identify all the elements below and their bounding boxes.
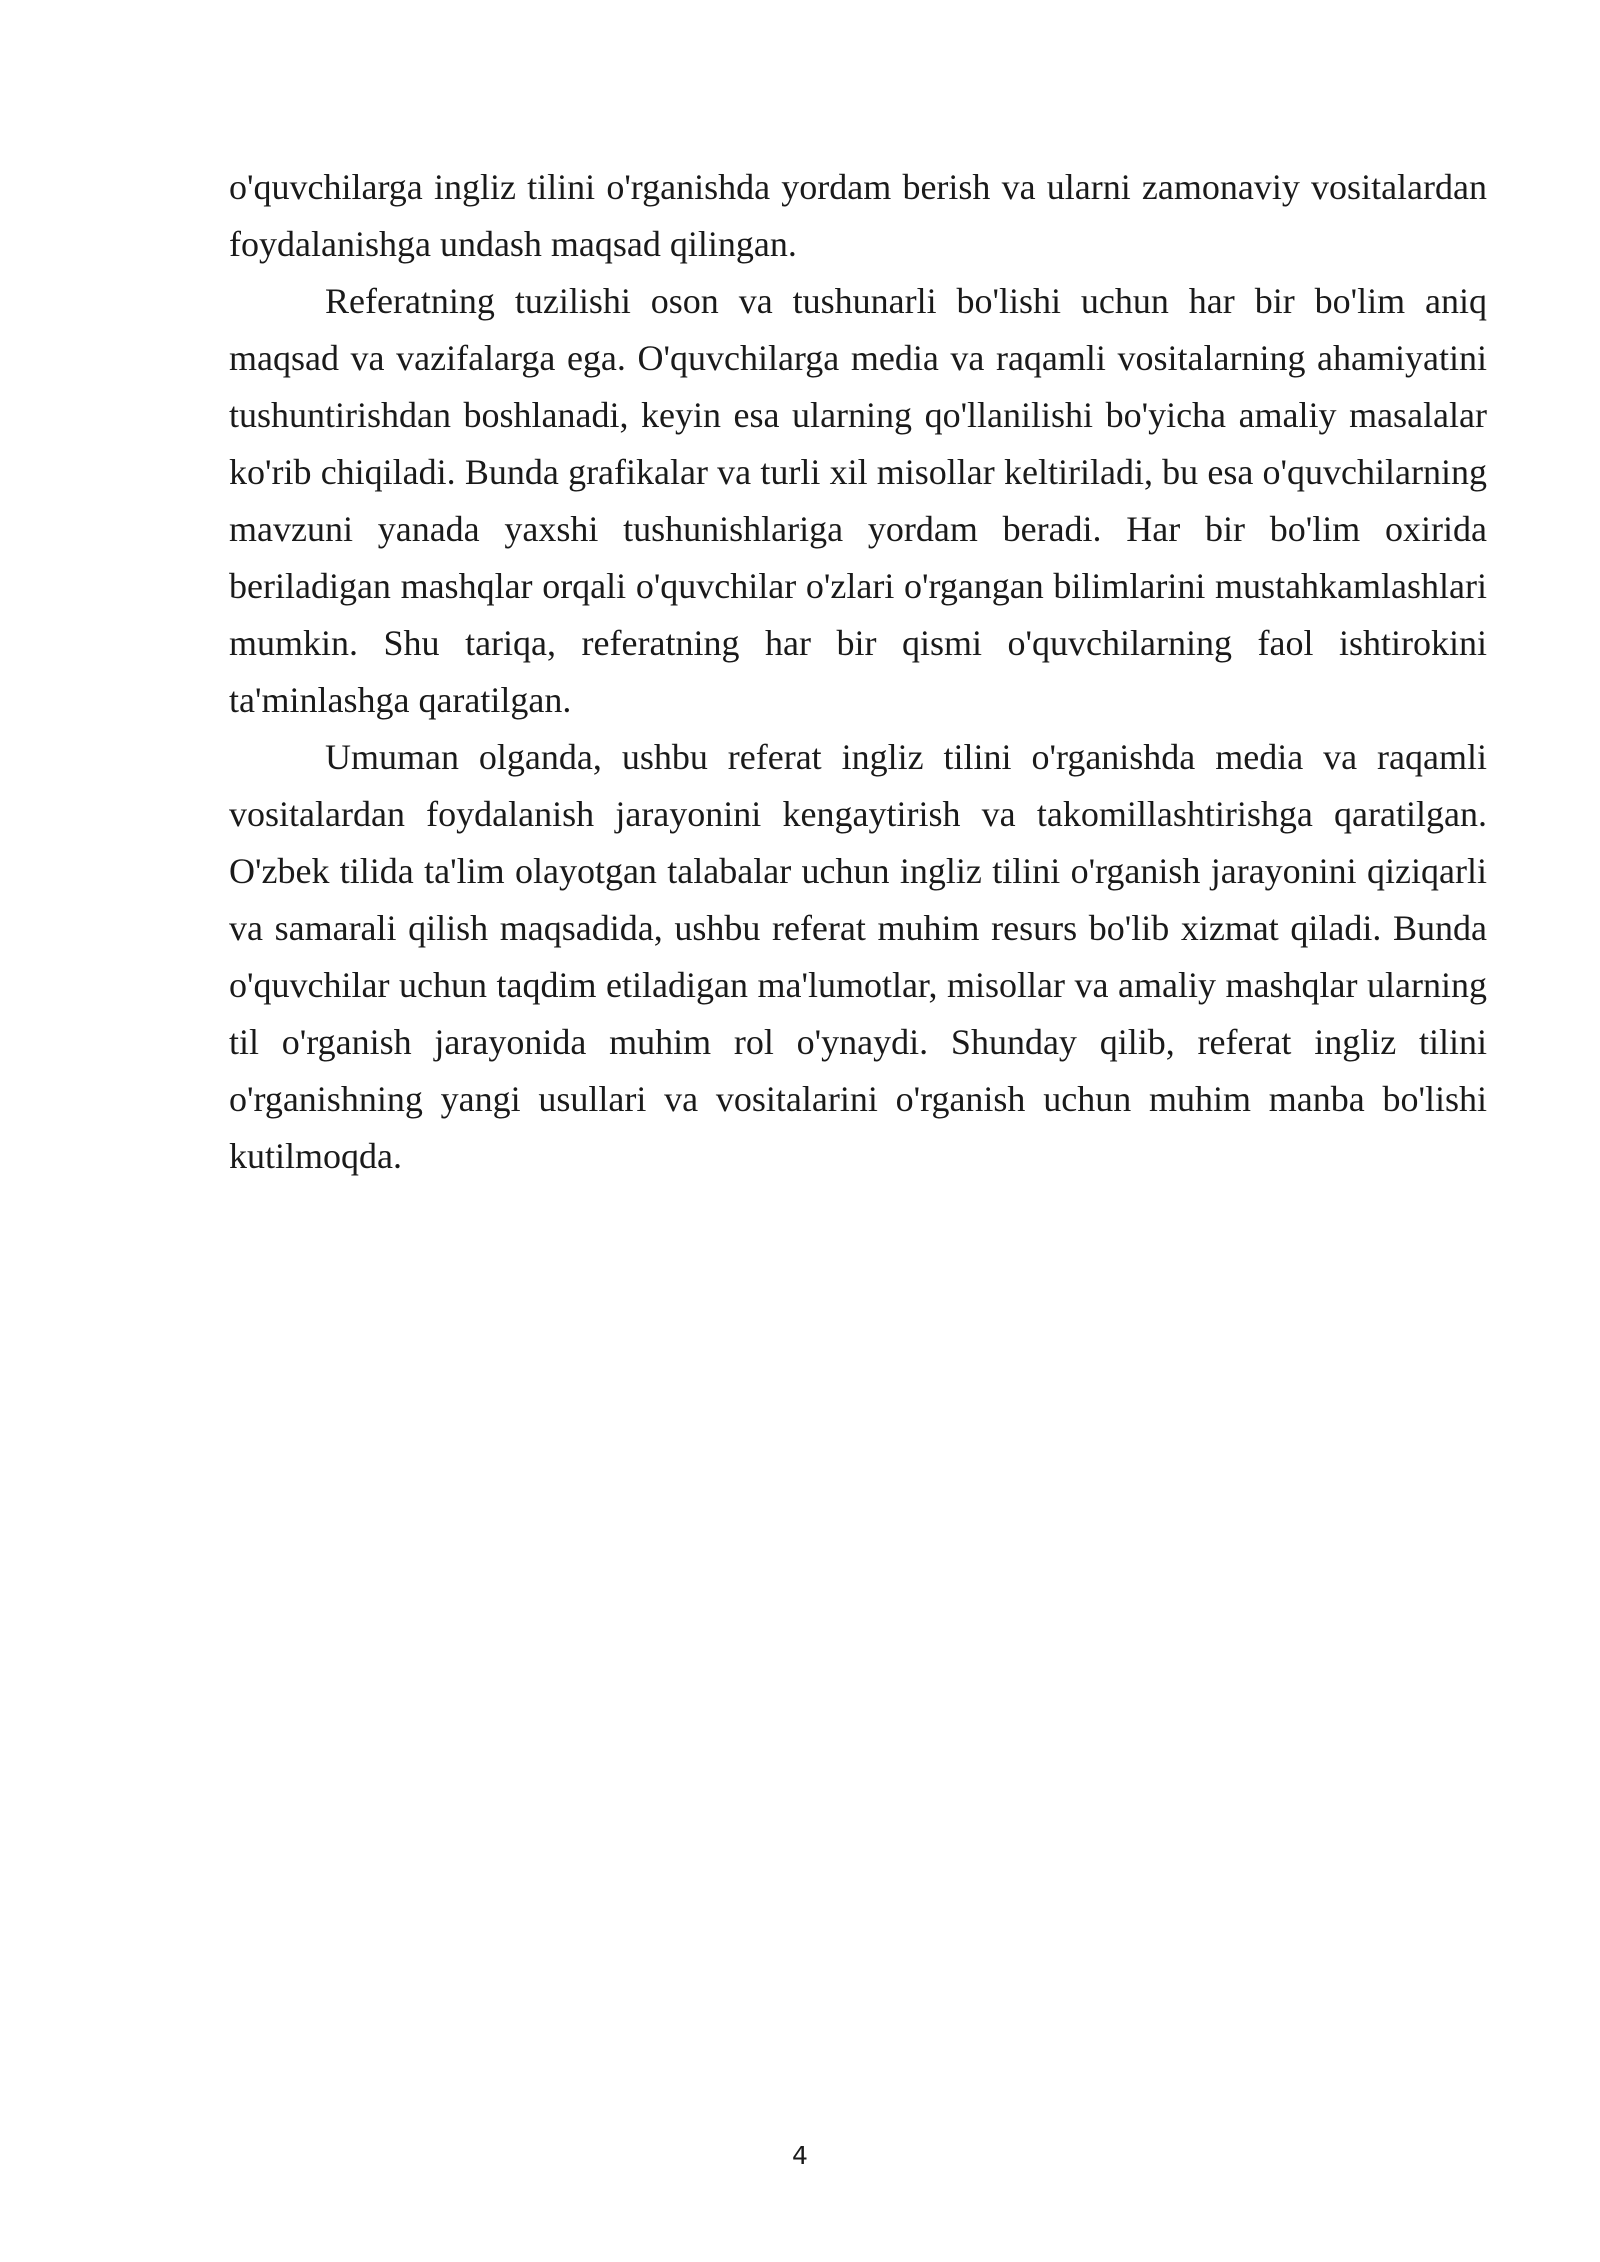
paragraph-continuation: o'quvchilarga ingliz tilini o'rganishda yordam berish va ularni zamonaviy vositalardan foydalanishga undash maqsad qilingan.	[229, 167, 1487, 264]
paragraph-conclusion: Umuman olganda, ushbu referat ingliz tilini o'rganishda media va raqamli vositalardan foydalanish jarayonini kengaytirish va takomillashtirishga qaratilgan. O'zbek tilida ta'lim olayotgan talabalar uchun ingliz tilini o'rganish jarayonini qiziqarli va samarali qilish maqsadida, ushbu referat muhim resurs bo'lib xizmat qiladi. Bunda o'quvchilar uchun taqdim etiladigan ma'lumotlar, misollar va amaliy mashqlar ularning til o'rganish jarayonida muhim rol o'ynaydi. Shunday qilib, referat ingliz tilini o'rganishning yangi usullari va vositalarini o'rganish uchun muhim manba bo'lishi kutilmoqda.	[229, 737, 1487, 1176]
body-text	[229, 159, 1487, 1185]
page-number: 4	[792, 2141, 808, 2170]
paragraph-structure: Referatning tuzilishi oson va tushunarli bo'lishi uchun har bir bo'lim aniq maqsad va vazifalarga ega. O'quvchilarga media va raqamli vositalarning ahamiyatini tushuntirishdan boshlanadi, keyin esa ularning qo'llanilishi bo'yicha amaliy masalalar ko'rib chiqiladi. Bunda grafikalar va turli xil misollar keltiriladi, bu esa o'quvchilarning mavzuni yanada yaxshi tushunishlariga yordam beradi. Har bir bo'lim oxirida beriladigan mashqlar orqali o'quvchilar o'zlari o'rgangan bilimlarini mustahkamlashlari mumkin. Shu tariqa, referatning har bir qismi o'quvchilarning faol ishtirokini ta'minlashga qaratilgan.	[229, 281, 1487, 720]
